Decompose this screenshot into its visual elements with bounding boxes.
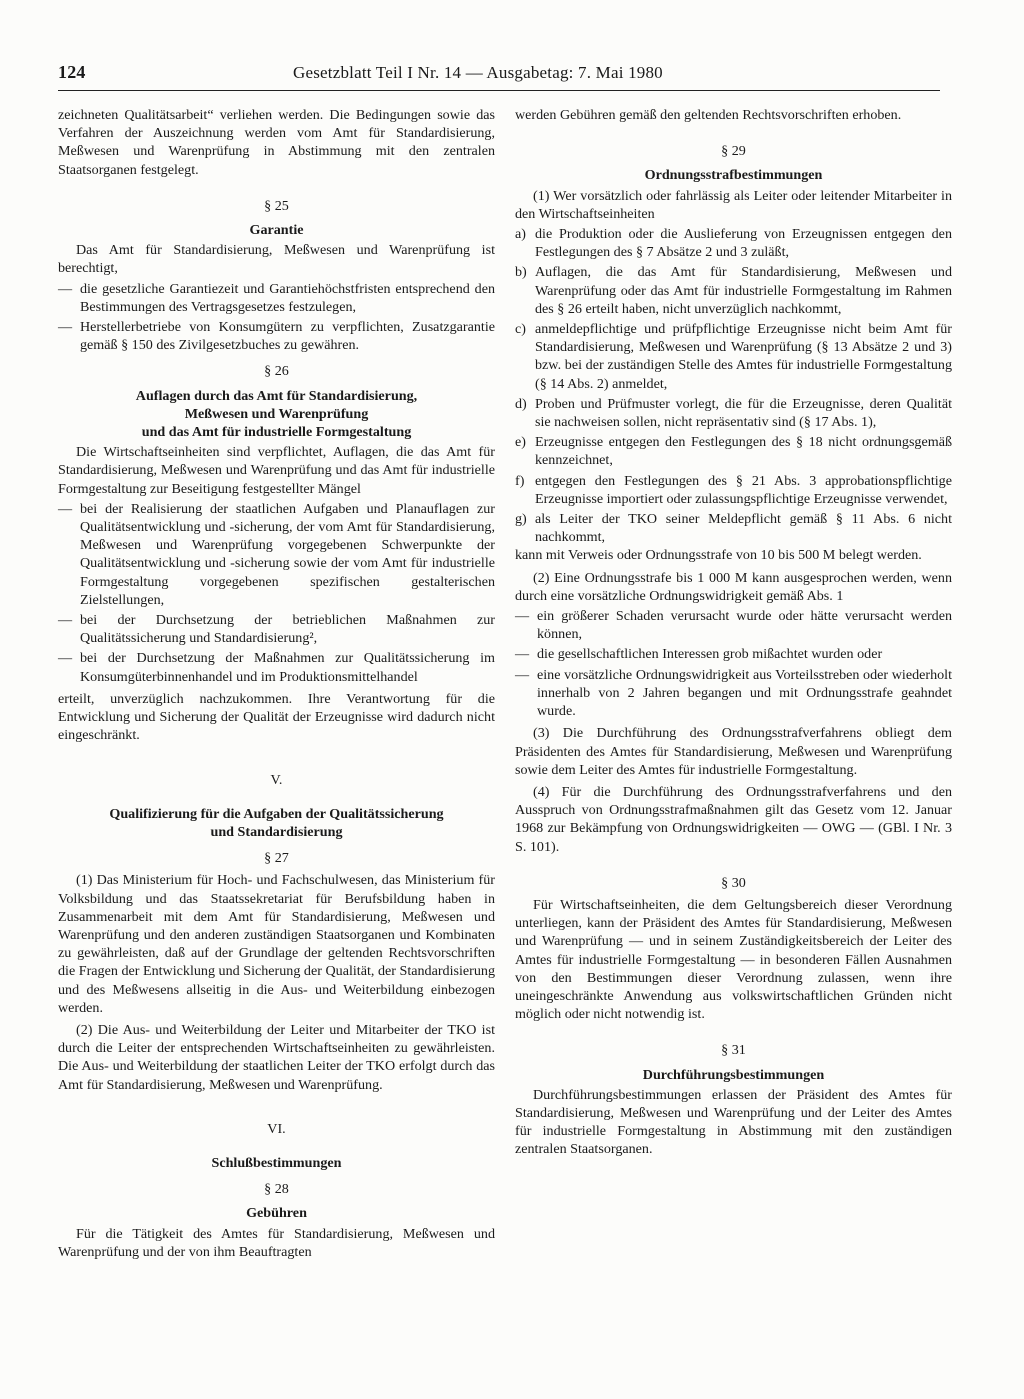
section-number: § 26 (264, 363, 289, 380)
item-letter: f) (515, 472, 525, 489)
dash-list (58, 280, 495, 355)
section-25 (58, 197, 495, 355)
part-v (58, 771, 495, 842)
item-letter: e) (515, 434, 526, 451)
item-letter: g) (515, 511, 527, 528)
section-title-line: und das Amt für industrielle Formgestaltung (141, 424, 412, 441)
list-item: — die gesellschaftlichen Interessen grob mißachtet wurden oder (515, 645, 952, 663)
section-title: Ordnungsstrafbestimmungen (644, 167, 823, 184)
part-title-line: Qualifizierung für die Aufgaben der Qualitätssicherung (109, 805, 444, 822)
paragraph-1-outro: kann mit Verweis oder Ordnungsstrafe von 10 bis 500 M belegt werden. (515, 547, 922, 564)
list-item: — ein größerer Schaden verursacht wurde oder hätte verursacht werden können, (515, 607, 952, 643)
running-head: Gesetzblatt Teil I Nr. 14 — Ausgabetag: 7. Mai 1980 (293, 63, 663, 82)
paragraph-2-intro: (2) Eine Ordnungsstrafe bis 1 000 M kann ausgesprochen werden, wenn durch eine vorsätzliche Ordnungswidrigkeit gemäß Abs. 1 (515, 569, 952, 604)
item-text: als Leiter der TKO seiner Meldepflicht gemäß § 11 Abs. 6 nicht nachkommt, (535, 511, 952, 546)
section-29 (515, 142, 952, 856)
section-31 (515, 1041, 952, 1158)
list-item (515, 320, 952, 393)
list-item (515, 263, 952, 318)
part-vi (58, 1120, 495, 1172)
list-item: — die gesetzliche Garantiezeit und Garantiehöchstfristen entsprechend den Bestimmungen des Vertragsgesetzes festzulegen, (58, 280, 495, 316)
section-number: § 28 (264, 1181, 289, 1198)
section-title: Gebühren (246, 1205, 307, 1222)
section-title-line: Auflagen durch das Amt für Standardisierung, (135, 387, 418, 404)
page-header (58, 62, 940, 90)
header-rule (58, 90, 940, 91)
list-item: — bei der Durchsetzung der Maßnahmen zur Qualitätssicherung im Konsumgüterbinnenhandel und im Produktionsmittelhandel (58, 649, 495, 685)
item-text: entgegen den Festlegungen des § 21 Abs. 3 approbationspflichtige Erzeugnisse importiert oder zulassungspflichtige Erzeugnisse verwendet, (535, 472, 952, 507)
item-letter: b) (515, 264, 527, 281)
section-number: § 27 (264, 850, 289, 867)
list-item (515, 510, 952, 546)
section-number: § 29 (721, 143, 746, 160)
lettered-list (515, 225, 952, 546)
list-item: — eine vorsätzliche Ordnungswidrigkeit aus Vorteilsstreben oder wiederholt innerhalb von 2 Jahren begangen und mit Ordnungsstrafe geahndet wurde. (515, 666, 952, 721)
paragraph-1: (1) Das Ministerium für Hoch- und Fachschulwesen, das Ministerium für Volksbildung und das Staatssekretariat für Berufsbildung haben in Zusammenarbeit mit dem Amt für Standardisierung, Meßwesen und Warenprüfung und den anderen zuständigen Staatsorganen und Kombinaten zu gewährleisten, daß auf der Grundlage der geltenden Rechtsvorschriften die Fragen der Entwicklung und Sicherung der Qualität, der Standardisierung und des Meßwesens allseitig in die Aus- und Weiterbildung einbezogen werden. (58, 872, 495, 1016)
item-text: Auflagen, die das Amt für Standardisierung, Meßwesen und Warenprüfung oder das Amt für industrielle Formgestaltung im Rahmen des § 26 erteilt haben, nicht unverzüglich nachkommt, (535, 264, 952, 317)
left-column (58, 106, 495, 1261)
item-text: Erzeugnisse entgegen den Festlegungen des § 18 nicht ordnungsgemäß kennzeichnet, (535, 434, 952, 469)
part-title-line: und Standardisierung (210, 823, 343, 840)
section-30 (515, 874, 952, 1024)
page-number: 124 (58, 62, 86, 82)
list-item: — Herstellerbetriebe von Konsumgütern zu verpflichten, Zusatzgarantie gemäß § 150 des Zivilgesetzbuches zu gewähren. (58, 318, 495, 354)
section-text: Durchführungsbestimmungen erlassen der Präsident des Amtes für Standardisierung, Meßwesen und Warenprüfung und der Leiter des Amtes für industrielle Formgestaltung in Abstimmung mit den zuständigen zentralen Staatsorganen. (515, 1086, 952, 1158)
list-item (515, 433, 952, 469)
dash-list (58, 500, 495, 686)
intro-paragraph: zeichneten Qualitätsarbeit“ verliehen werden. Die Bedingungen sowie das Verfahren der Auszeichnung werden vom Amt für Standardisierung, Meßwesen und Warenprüfung in Abstimmung mit den zentralen Staatsorganen festgelegt. (58, 107, 495, 178)
section-text: Für Wirtschaftseinheiten, die dem Geltungsbereich dieser Verordnung unterliegen, kann der Präsident des Amtes für Standardisierung, Meßwesen und Warenprüfung — und in seinem Zuständigkeitsbereich der Leiter des Amtes für industrielle Formgestaltung — in besonderen Fällen Ausnahmen von den Bestimmungen dieser Verordnung zulassen, wenn ihre uneingeschränkte Anwendung aus volkswirtschaftlichen Gründen nicht möglich oder nicht notwendig ist. (515, 896, 952, 1023)
section-title: Durchführungsbestimmungen (642, 1066, 825, 1083)
list-item (515, 472, 952, 508)
item-text: die Produktion oder die Auslieferung von Erzeugnissen entgegen den Festlegungen des § 7 Absätze 2 und 3 zuläßt, (535, 226, 952, 261)
part-title (58, 805, 495, 841)
section-title (58, 387, 495, 442)
item-text: Proben und Prüfmuster vorlegt, die für die Erzeugnisse, deren Qualität sie nachweisen sollen, nicht repräsentativ sind (§ 17 Abs. 1), (535, 395, 952, 431)
section-title: Garantie (249, 222, 304, 239)
item-letter: a) (515, 226, 526, 243)
section-28 (58, 1180, 495, 1261)
list-item (515, 395, 952, 431)
section-text: Für die Tätigkeit des Amtes für Standardisierung, Meßwesen und Warenprüfung und der von ihm Beauftragten (58, 1225, 495, 1260)
paragraph-4: (4) Für die Durchführung des Ordnungsstrafverfahrens und den Ausspruch von Ordnungsstrafmaßnahmen gilt das Gesetz vom 12. Januar 1968 zur Bekämpfung von Ordnungswidrigkeiten — OWG — (GBl. I Nr. 3 S. 101). (515, 783, 952, 855)
list-item (515, 225, 952, 261)
dash-list (515, 607, 952, 720)
right-column (515, 106, 952, 1159)
section-number: § 25 (264, 197, 289, 214)
section-intro: Die Wirtschaftseinheiten sind verpflichtet, Auflagen, die das Amt für Standardisierung, Meßwesen und Warenprüfung und das Amt für industrielle Formgestaltung zur Beseitigung festgestellter Mängel (58, 444, 495, 497)
section-title-line: Meßwesen und Warenprüfung (184, 405, 369, 422)
list-item: — bei der Realisierung der staatlichen Aufgaben und Planauflagen zur Qualitätsentwicklung und -sicherung, der vom Amt für Standardisierung, Meßwesen und Warenprüfung vorgegebenen Schwerpunkte der Qualitätsentwicklung und -sicherung sowie der vom Amt für industrielle Formgestaltung vorgegebenen spezifischen gestalterischen Zielstellungen, (58, 500, 495, 609)
section-intro: Das Amt für Standardisierung, Meßwesen und Warenprüfung ist berechtigt, (58, 242, 495, 277)
section-number: § 30 (721, 874, 746, 891)
section-number: § 31 (721, 1042, 746, 1059)
part-number: V. (270, 771, 283, 788)
list-item: — bei der Durchsetzung der betrieblichen Maßnahmen zur Qualitätssicherung und Standardisierung², (58, 611, 495, 647)
part-title: Schlußbestimmungen (211, 1154, 342, 1171)
section-27 (58, 849, 495, 1094)
paragraph-1-intro: (1) Wer vorsätzlich oder fahrlässig als Leiter oder leitender Mitarbeiter in den Wirtschaftseinheiten (515, 187, 952, 222)
item-text: anmeldepflichtige und prüfpflichtige Erzeugnisse nicht beim Amt für Standardisierung, Meßwesen und Warenprüfung (§ 13 Absätze 2 und 3) bzw. bei der zuständigen Stelle des Amtes für industrielle Formgestaltung (§ 14 Abs. 2) anmeldet, (535, 321, 952, 392)
section-outro: erteilt, unverzüglich nachzukommen. Ihre Verantwortung für die Entwicklung und Sicherung der Qualität der Erzeugnisse wird dadurch nicht eingeschränkt. (58, 690, 495, 744)
continuation-paragraph: werden Gebühren gemäß den geltenden Rechtsvorschriften erhoben. (515, 107, 902, 123)
paragraph-3: (3) Die Durchführung des Ordnungsstrafverfahrens obliegt dem Präsidenten des Amtes für Standardisierung, Meßwesen und Warenprüfung sowie dem Leiter des Amtes für industrielle Formgestaltung. (515, 725, 952, 778)
item-letter: c) (515, 321, 526, 338)
section-26 (58, 362, 495, 744)
paragraph-2: (2) Die Aus- und Weiterbildung der Leiter und Mitarbeiter der TKO ist durch die Leiter der entsprechenden Wirtschaftseinheiten zu gewährleisten. Die Aus- und Weiterbildung der staatlichen Leiter der TKO erfolgt durch das Amt für Standardisierung, Meßwesen und Warenprüfung. (58, 1021, 495, 1093)
part-number: VI. (267, 1120, 286, 1137)
item-letter: d) (515, 395, 527, 412)
